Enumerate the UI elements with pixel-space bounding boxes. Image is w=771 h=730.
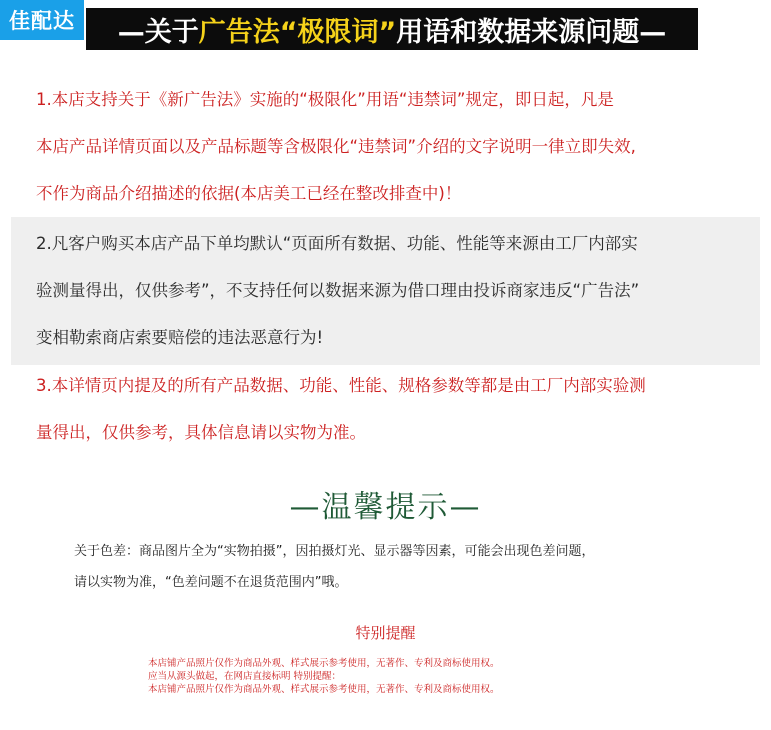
special-reminder-text [148, 657, 668, 696]
notice-2 [36, 220, 736, 361]
banner-text-after: 用语和数据来源问题— [396, 16, 667, 48]
note-line: 请以实物为准，“色差问题不在退货范围内”哦。 [74, 575, 348, 590]
color-difference-note [74, 536, 714, 598]
notice-line: 变相勒索商店索要赔偿的违法恶意行为! [36, 328, 324, 347]
notice-line: 3.本详情页内提及的所有产品数据、功能、性能、规格参数等都是由工厂内部实验测 [36, 376, 646, 395]
notice-line: 不作为商品介绍描述的依据(本店美工已经在整改排查中)！ [36, 184, 462, 203]
fine-line: 本店铺产品照片仅作为商品外观、样式展示参考使用，无著作、专利及商标使用权。 [148, 658, 500, 669]
warm-tips-title: —温馨提示— [289, 490, 482, 525]
banner-text-before: —关于 [117, 16, 199, 48]
notice-3 [36, 362, 736, 456]
shop-logo: 佳配达 [0, 0, 84, 40]
special-reminder-title: 特别提醒 [355, 624, 416, 642]
notice-line: 本店产品详情页面以及产品标题等含极限化“违禁词”介绍的文字说明一律立即失效, [36, 137, 636, 156]
notice-line: 1.本店支持关于《新广告法》实施的“极限化”用语“违禁词”规定，即日起，凡是 [36, 90, 614, 109]
fine-line: 本店铺产品照片仅作为商品外观、样式展示参考使用，无著作、专利及商标使用权。 [148, 684, 500, 695]
notice-line: 2.凡客户购买本店产品下单均默认“页面所有数据、功能、性能等来源由工厂内部实 [36, 234, 638, 253]
note-line: 关于色差：商品图片全为“实物拍摄”，因拍摄灯光、显示器等因素，可能会出现色差问题， [74, 544, 595, 559]
notice-1 [36, 76, 736, 217]
notice-line: 验测量得出，仅供参考”，不支持任何以数据来源为借口理由投诉商家违反“广告法” [36, 281, 640, 300]
title-banner [86, 8, 698, 50]
banner-text-highlight: 广告法“极限词” [198, 16, 397, 48]
notice-line: 量得出，仅供参考，具体信息请以实物为准。 [36, 423, 366, 442]
fine-line: 应当从源头做起，在网店直接标明 特别提醒： [148, 671, 342, 682]
